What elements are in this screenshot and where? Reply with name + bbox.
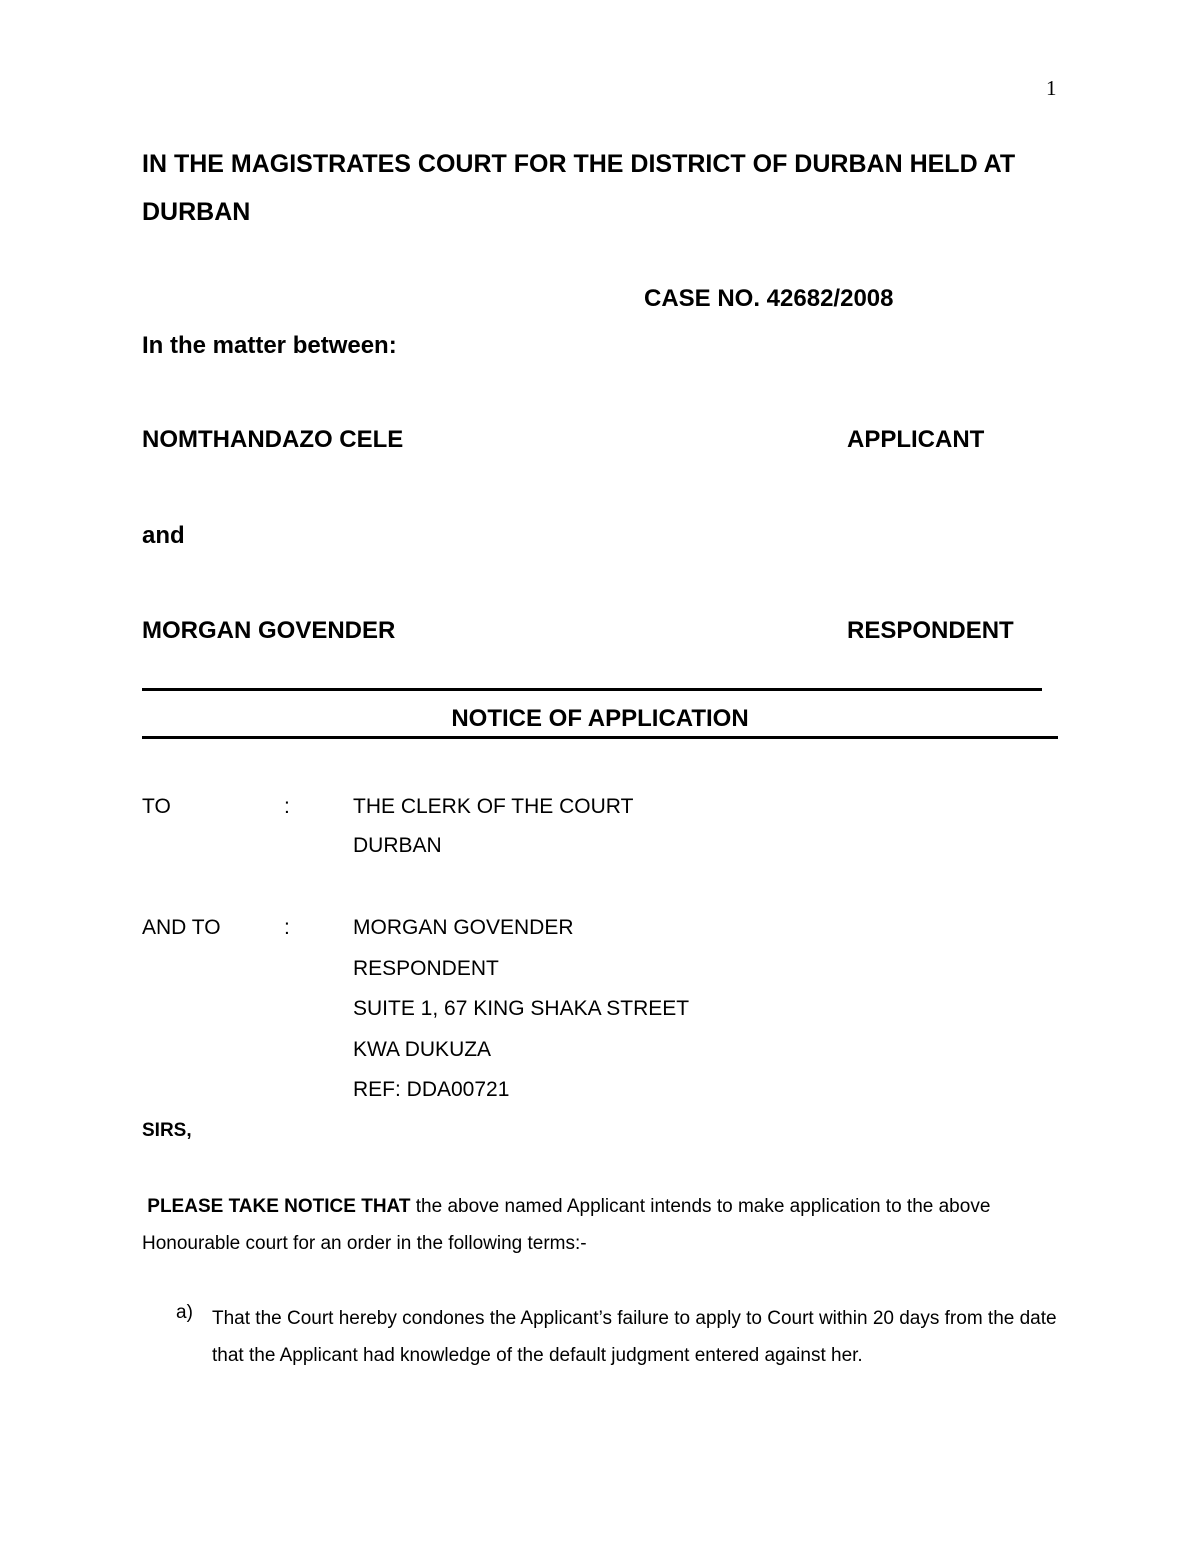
salutation: SIRS, [142,1120,192,1141]
notice-body-text: the above named Applicant intends to make application to the above Honourable court for an order in the following terms:- [142,1196,991,1254]
and-conjunction: and [142,522,185,549]
case-number: CASE NO. 42682/2008 [644,285,894,312]
order-item-marker: a) [176,1302,193,1323]
separator-line [142,688,1042,691]
and-to-address-line: REF: DDA00721 [353,1078,510,1101]
to-address-line: DURBAN [353,834,442,857]
order-item-text: That the Court hereby condones the Applicant’s failure to apply to Court within 20 days from the date that the Applicant had knowledge of the default judgment entered against her. [212,1308,1057,1366]
court-title: IN THE MAGISTRATES COURT FOR THE DISTRICT OF DURBAN HELD AT DURBAN [142,150,1016,226]
and-to-colon: : [284,916,290,939]
and-to-address-line: SUITE 1, 67 KING SHAKA STREET [353,997,690,1020]
applicant-name: NOMTHANDAZO CELE [142,426,404,453]
to-address-line: THE CLERK OF THE COURT [353,795,634,818]
to-colon: : [284,795,290,818]
notice-heading: NOTICE OF APPLICATION [451,705,749,732]
matter-between-label: In the matter between: [142,332,397,359]
and-to-label: AND TO [142,916,221,939]
and-to-address-line: KWA DUKUZA [353,1038,492,1061]
notice-lead-phrase: PLEASE TAKE NOTICE THAT [147,1196,411,1217]
respondent-name: MORGAN GOVENDER [142,617,396,644]
respondent-role: RESPONDENT [847,617,1014,644]
page-number: 1 [1046,76,1057,100]
notice-body-paragraph [142,1188,1062,1262]
to-label: TO [142,795,171,818]
notice-heading-underline [142,736,1058,739]
applicant-role: APPLICANT [847,426,985,453]
and-to-address-line: RESPONDENT [353,957,499,980]
and-to-address-line: MORGAN GOVENDER [353,916,574,939]
